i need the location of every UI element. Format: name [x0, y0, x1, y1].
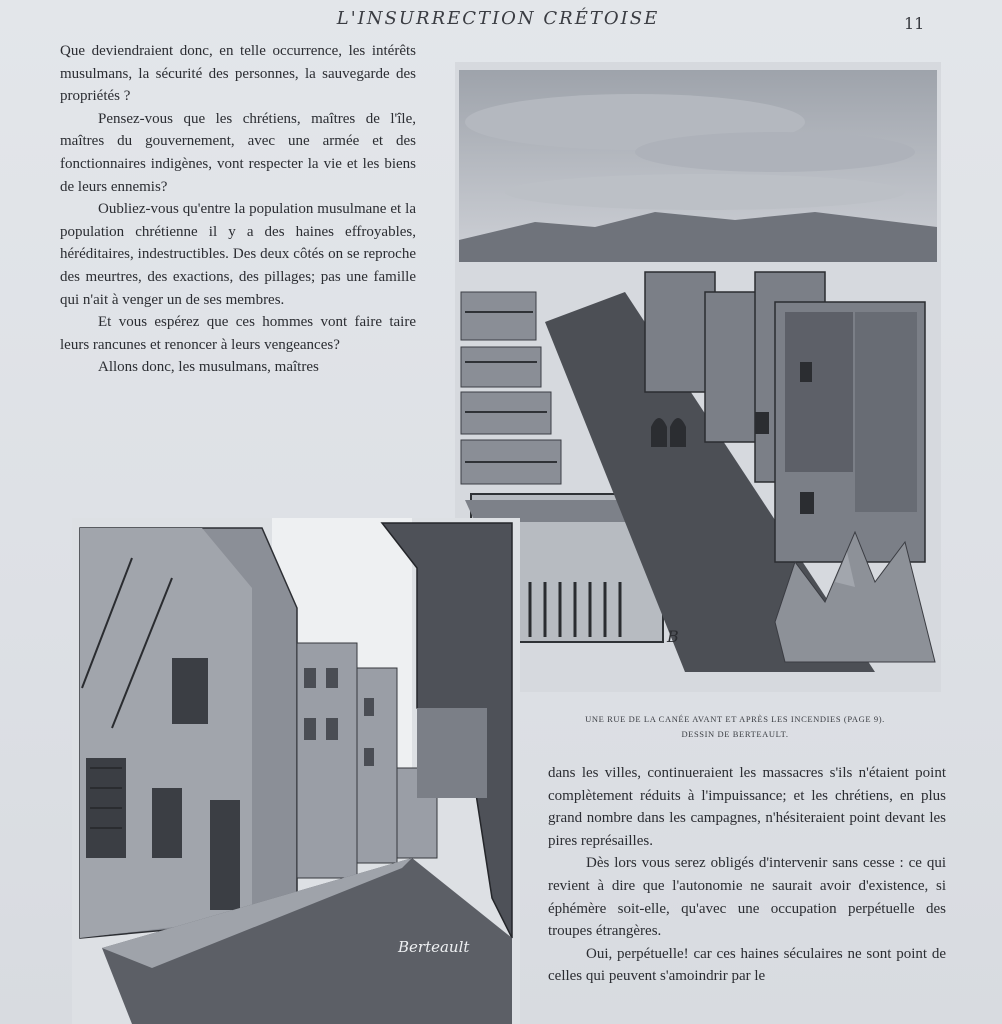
running-header-title: L'INSURRECTION CRÉTOISE — [336, 8, 660, 29]
left-paragraph-4: Et vous espérez que ces hommes vont faire taire leurs rancunes et renoncer à leurs vengeances? — [60, 314, 416, 353]
illustration-caption — [540, 712, 930, 742]
left-paragraph-1: Que deviendraient donc, en telle occurrence, les intérêts musulmans, la sécurité des personnes, la sauvegarde des propriétés ? — [60, 43, 416, 105]
illustration-signature-ruined: B — [667, 627, 679, 646]
caption-line-2: DESSIN DE BERTEAULT. — [681, 729, 789, 739]
illustration-street-before — [72, 518, 520, 1024]
left-paragraph-3: Oubliez-vous qu'entre la population musulmane et la population chrétienne il y a des haines effroyables, héréditaires, indestructibles. Des deux côtés on se reproche des meurtres, des exactions, des pillages; pas une famille qui n'ait à venger un de ses membres. — [60, 201, 416, 308]
left-text-column — [60, 40, 416, 379]
right-paragraph-1: dans les villes, continueraient les massacres s'ils n'étaient point complètement réduits à l'impuissance; et les chrétiens, en plus grand nombre dans les campagnes, n'hésiteraient point devant les pires représailles. — [548, 765, 946, 849]
right-paragraph-2: Dès lors vous serez obligés d'intervenir sans cesse : ce qui revient à dire que l'autonomie ne saurait avoir d'existence, si éphémère soit-elle, qu'avec une occupation perpétuelle des troupes étrangères. — [548, 855, 946, 940]
illustration-ruined-street — [455, 62, 941, 692]
illustration-signature-before: Berteault — [398, 938, 470, 956]
page-number: 11 — [904, 14, 925, 33]
right-paragraph-3: Oui, perpétuelle! car ces haines séculaires ne sont point de celles qui peuvent s'amoindrir par le — [548, 945, 946, 985]
caption-line-1: UNE RUE DE LA CANÉE AVANT ET APRÈS LES INCENDIES (PAGE 9). — [585, 714, 885, 724]
left-paragraph-2: Pensez-vous que les chrétiens, maîtres de l'île, maîtres du gouvernement, avec une armée et des fonctionnaires indigènes, vont respecter la vie et les biens de leurs ennemis? — [60, 110, 416, 195]
right-text-column — [548, 762, 946, 988]
left-paragraph-5: Allons donc, les musulmans, maîtres — [98, 359, 319, 376]
